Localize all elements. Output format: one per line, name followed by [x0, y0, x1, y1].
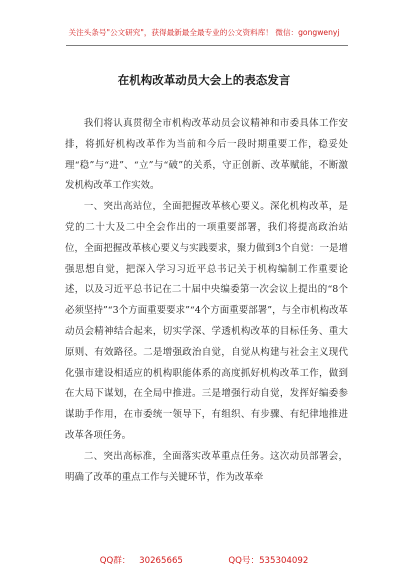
footer-qq-group: QQ群： 30265665 [99, 556, 183, 566]
document-body [65, 114, 348, 488]
footer-contact [0, 554, 408, 566]
header-promo-note: 关注头条号"公文研究"，获得最新最全最专业的公文资料库！ 微信：gongwenyj [68, 28, 340, 37]
footer-qq-number: QQ号：535304092 [228, 556, 309, 566]
document-title: 在机构改革动员大会上的表态发言 [117, 73, 291, 87]
paragraph-section-two: 二、突出高标准，全面落实改革重点任务。这次动员部署会，明确了改革的重点工作与关键环节，作为改革牵 [65, 450, 348, 483]
paragraph-intro: 我们将认真贯彻全市机构改革动员会议精神和市委具体工作安排，将抓好机构改革作为当前和今后一段时期重要工作，稳妥处理“稳”与“进”、“立”与“破”的关系，守正创新、改革赋能，不断激发机构改革工作实效。 [65, 118, 348, 192]
header-divider [66, 45, 348, 46]
paragraph-section-one: 一、突出高站位，全面把握改革核心要义。深化机构改革，是党的二十大及二中全会作出的一项重要部署，我们将提高政治站位，全面把握改革核心要义与实践要求，聚力做到3个自觉：一是增强思想自觉，把深入学习习近平总书记关于机构编制工作重要论述，以及习近平总书记在二十届中央编委第一次会议上提出的“8个必须坚持”“3个方面重要要求”“4个方面重要部署”，与全市机构改革动员会精神结合起来，切实学深、学透机构改革的目标任务、重大原则、有效路径。二是增强政治自觉，自觉从构建与社会主义现代化强市建设相适应的机构职能体系的高度抓好机构改革工作，做到在大局下谋划，在全局中推进。三是增强行动自觉，发挥好编委参谋助手作用，在市委统一领导下，有组织、有步骤、有纪律地推进改革各项任务。 [65, 201, 348, 441]
